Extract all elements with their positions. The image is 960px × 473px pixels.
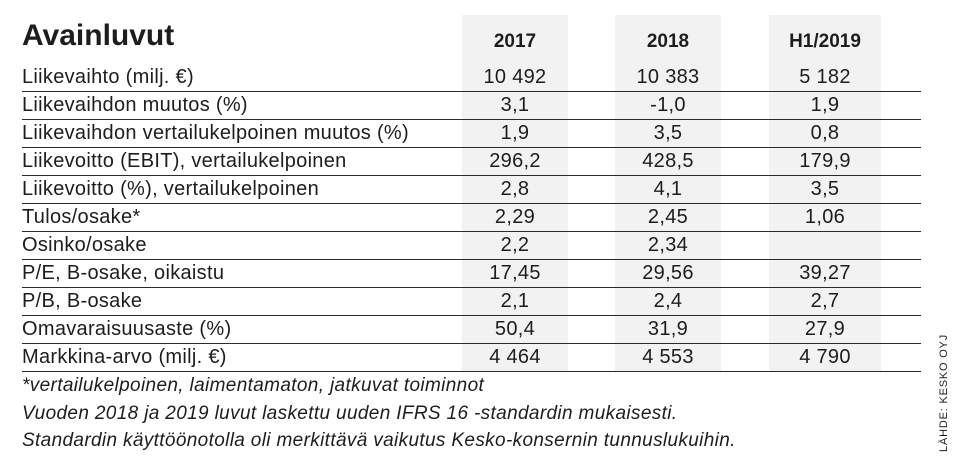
row-label: Markkina-arvo (milj. €) — [22, 346, 227, 368]
cell-2018: 3,5 — [653, 122, 683, 144]
table-row — [22, 288, 921, 316]
footnote: Standardin käyttöönotolla oli merkittävä vaikutus Kesko-konsernin tunnuslukuihin. — [22, 430, 736, 451]
cell-2017: 17,45 — [489, 262, 541, 284]
key-figures-table — [22, 64, 921, 372]
cell-h1-2019: 5 182 — [799, 66, 851, 88]
row-label: Liikevaihdon muutos (%) — [22, 94, 248, 116]
footnote: Vuoden 2018 ja 2019 luvut laskettu uuden IFRS 16 -standardin mukaisesti. — [22, 402, 678, 424]
cell-h1-2019: 1,9 — [810, 94, 840, 116]
table-row — [22, 344, 921, 372]
cell-2017: 1,9 — [500, 122, 530, 144]
table-row — [22, 176, 921, 204]
column-header-h1-2019: H1/2019 — [789, 31, 861, 52]
cell-2017: 2,1 — [500, 290, 530, 312]
cell-2018: -1,0 — [650, 94, 686, 116]
cell-2017: 296,2 — [489, 150, 541, 172]
cell-2017: 2,29 — [494, 206, 536, 228]
cell-h1-2019: 3,5 — [810, 178, 840, 200]
row-label: Liikevaihdon vertailukelpoinen muutos (%) — [22, 122, 409, 144]
cell-h1-2019: 2,7 — [810, 290, 840, 312]
cell-2017: 3,1 — [500, 94, 530, 116]
row-label: Liikevoitto (%), vertailukelpoinen — [22, 178, 320, 200]
cell-2018: 31,9 — [647, 318, 689, 340]
footnote: *vertailukelpoinen, laimentamaton, jatkuvat toiminnot — [22, 375, 485, 396]
cell-2017: 2,2 — [500, 234, 530, 256]
cell-2017: 50,4 — [494, 318, 536, 340]
row-label: P/E, B-osake, oikaistu — [22, 262, 225, 284]
cell-2017: 10 492 — [483, 66, 547, 88]
table-title: Avainluvut — [22, 19, 175, 52]
table-row — [22, 120, 921, 148]
column-header-2017: 2017 — [493, 31, 537, 52]
cell-h1-2019: 0,8 — [810, 122, 840, 144]
cell-h1-2019: 179,9 — [799, 150, 851, 172]
cell-h1-2019: 4 790 — [799, 346, 851, 368]
cell-h1-2019: 39,27 — [799, 262, 851, 284]
cell-2018: 2,34 — [647, 234, 689, 256]
table-row — [22, 316, 921, 344]
table-row — [22, 92, 921, 120]
row-label: Liikevaihto (milj. €) — [22, 66, 194, 88]
row-label: Omavaraisuusaste (%) — [22, 318, 232, 340]
cell-2018: 29,56 — [642, 262, 694, 284]
row-label: Tulos/osake* — [22, 206, 141, 228]
cell-2017: 4 464 — [489, 346, 541, 368]
row-label: P/B, B-osake — [22, 290, 143, 312]
footnotes — [22, 372, 736, 455]
row-label: Liikevoitto (EBIT), vertailukelpoinen — [22, 150, 347, 172]
cell-h1-2019: 1,06 — [804, 206, 846, 228]
row-label: Osinko/osake — [22, 234, 147, 256]
source-credit: LÄHDE: KESKO OYJ — [938, 334, 950, 452]
cell-2017: 2,8 — [500, 178, 530, 200]
cell-2018: 2,4 — [653, 290, 683, 312]
cell-2018: 2,45 — [647, 206, 689, 228]
table-row — [22, 232, 921, 260]
cell-2018: 4,1 — [653, 178, 683, 200]
table-row — [22, 260, 921, 288]
cell-2018: 10 383 — [636, 66, 700, 88]
table-row — [22, 148, 921, 176]
table-row — [22, 204, 921, 232]
column-header-2018: 2018 — [646, 31, 690, 52]
cell-h1-2019: 27,9 — [804, 318, 846, 340]
cell-2018: 428,5 — [642, 150, 694, 172]
table-row — [22, 64, 921, 92]
cell-2018: 4 553 — [642, 346, 694, 368]
